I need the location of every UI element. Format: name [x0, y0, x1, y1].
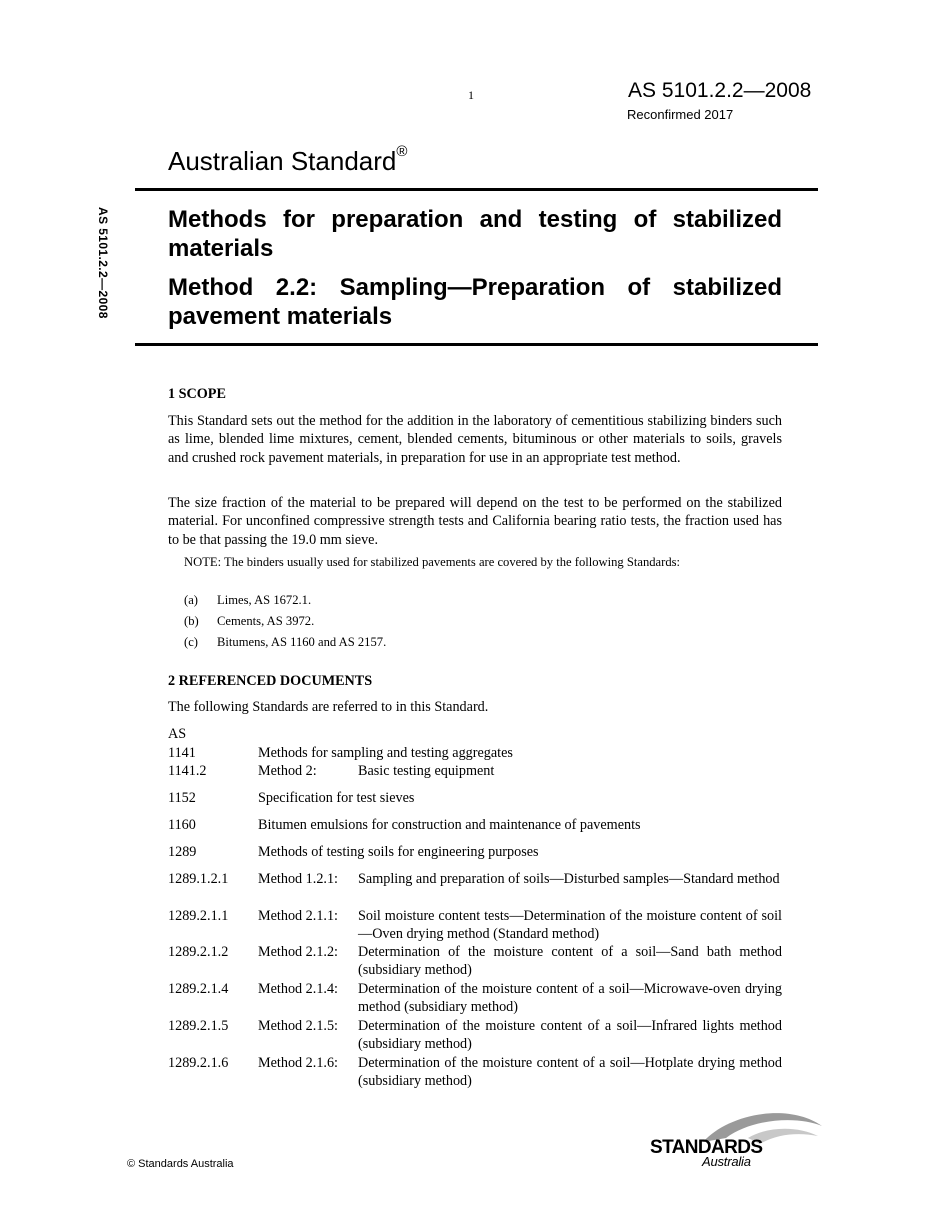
reference-code: 1289.2.1.2 [168, 944, 229, 960]
reference-code: 1289.2.1.6 [168, 1055, 229, 1071]
reference-method: Method 2.1.1: [258, 908, 338, 924]
reference-title: Determination of the moisture content of a soil—Sand bath method (subsidiary method) [358, 944, 782, 979]
registered-mark: ® [396, 143, 408, 161]
references-prefix: AS [168, 726, 187, 742]
note-list-item [184, 635, 386, 650]
list-text: Cements, AS 3972. [217, 614, 315, 628]
reference-title: Determination of the moisture content of a soil—Hotplate drying method (subsidiary method) [358, 1055, 782, 1090]
reference-title: Determination of the moisture content of a soil—Infrared lights method (subsidiary method) [358, 1018, 782, 1053]
reference-code: 1289 [168, 844, 197, 860]
reference-title: Methods for sampling and testing aggregates [258, 745, 513, 761]
scope-paragraph-1: This Standard sets out the method for the addition in the laboratory of cementitious stabilizing binders such as lime, blended lime mixtures, cement, blended cements, bituminous or other materials to soils, gravels and crushed rock pavement materials, in preparation for use in an appropriate test method. [168, 413, 782, 466]
scope-paragraph-2: The size fraction of the material to be prepared will depend on the test to be performed on the stabilized material. For unconfined compressive strength tests and California bearing ratio tests, the fraction used has to be that passing the 19.0 mm sieve. [168, 495, 782, 548]
list-text: Limes, AS 1672.1. [217, 593, 312, 607]
list-text: Bitumens, AS 1160 and AS 2157. [217, 635, 387, 649]
reference-code: 1160 [168, 817, 196, 833]
standard-type-text: Australian Standard [168, 146, 397, 176]
document-title: Methods for preparation and testing of stabilized materials [168, 206, 782, 262]
list-label: (c) [184, 635, 198, 649]
references-intro: The following Standards are referred to in this Standard. [168, 699, 489, 715]
references-heading: 2 REFERENCED DOCUMENTS [168, 673, 373, 689]
note-list-item [184, 593, 311, 608]
document-number: AS 5101.2.2—2008 [628, 79, 812, 102]
top-rule [135, 188, 818, 191]
reference-title: Methods of testing soils for engineering purposes [258, 844, 539, 860]
reference-title: Specification for test sieves [258, 790, 415, 806]
list-label: (b) [184, 614, 199, 628]
scope-heading: 1 SCOPE [168, 386, 226, 402]
bottom-rule [135, 343, 818, 346]
scope-note: NOTE: The binders usually used for stabilized pavements are covered by the following Standards: [184, 555, 681, 569]
standard-type [168, 143, 408, 177]
reference-code: 1289.2.1.4 [168, 981, 229, 997]
reference-code: 1141.2 [168, 763, 207, 779]
list-label: (a) [184, 593, 198, 607]
reference-method: Method 2.1.2: [258, 944, 338, 960]
reference-title: Basic testing equipment [358, 763, 495, 779]
reference-code: 1289.2.1.5 [168, 1018, 229, 1034]
note-list-item [184, 614, 314, 629]
reference-code: 1152 [168, 790, 196, 806]
reference-title: Determination of the moisture content of a soil—Microwave-oven drying method (subsidiary method) [358, 981, 782, 1016]
reference-code: 1141 [168, 745, 196, 761]
logo-australia-text: Australia [702, 1154, 751, 1169]
reference-code: 1289.1.2.1 [168, 871, 229, 887]
reference-method: Method 2: [258, 763, 317, 779]
copyright-notice: © Standards Australia [127, 1158, 234, 1170]
reference-method: Method 2.1.5: [258, 1018, 338, 1034]
reference-code: 1289.2.1.1 [168, 908, 229, 924]
reconfirmed-date: Reconfirmed 2017 [627, 107, 734, 122]
reference-title: Soil moisture content tests—Determination of the moisture content of soil—Oven drying method (Standard method) [358, 908, 782, 943]
reference-title: Bitumen emulsions for construction and maintenance of pavements [258, 817, 641, 833]
reference-method: Method 1.2.1: [258, 871, 338, 887]
page-number: 1 [468, 88, 474, 102]
reference-title: Sampling and preparation of soils—Disturbed samples—Standard method [358, 871, 780, 887]
logo-standards-text: STANDARDS [650, 1137, 763, 1158]
reference-method: Method 2.1.4: [258, 981, 338, 997]
side-document-label: AS 5101.2.2—2008 [96, 207, 110, 319]
reference-method: Method 2.1.6: [258, 1055, 338, 1071]
method-title: Method 2.2: Sampling—Preparation of stabilized pavement materials [168, 274, 782, 330]
